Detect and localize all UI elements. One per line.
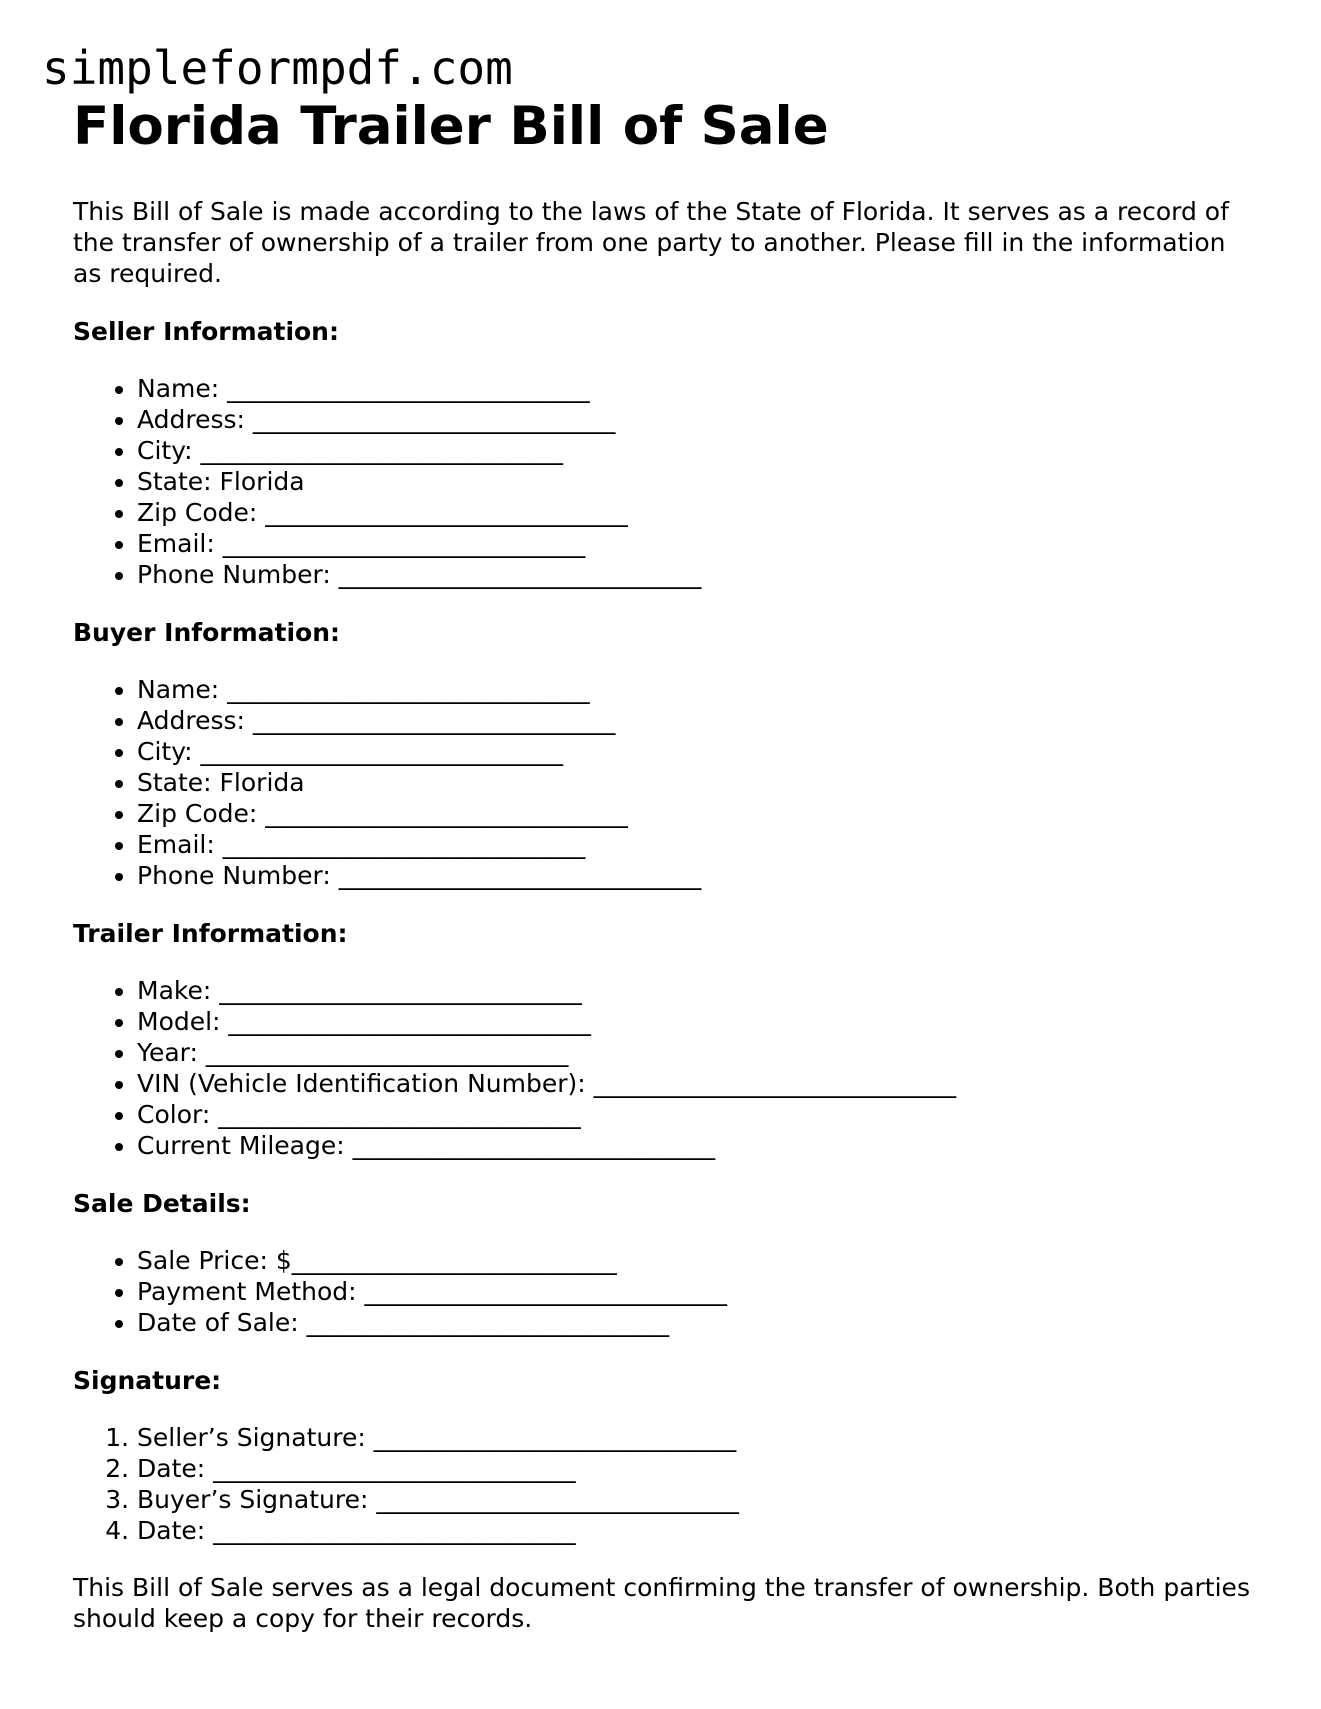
bill-of-sale-document [73,90,1253,1634]
seller-state-field: • State: Florida [137,466,1253,497]
payment-method-field[interactable]: • Payment Method: _____________________________ [137,1276,1253,1307]
seller-date-field[interactable]: 2. Date: _____________________________ [137,1453,1253,1484]
trailer-heading: Trailer Information: [73,919,348,948]
seller-city-field[interactable]: • City: _____________________________ [137,435,1253,466]
buyer-state-field: • State: Florida [137,767,1253,798]
closing-paragraph: This Bill of Sale serves as a legal document confirming the transfer of ownership. Both parties should keep a copy for their records. [73,1573,1250,1633]
sale-heading: Sale Details: [73,1189,251,1218]
intro-paragraph: This Bill of Sale is made according to the laws of the State of Florida. It serves as a record of the transfer of ownership of a trailer from one party to another. Please fill in the information as required. [73,197,1229,288]
buyer-fields [73,674,1253,891]
buyer-city-field[interactable]: • City: _____________________________ [137,736,1253,767]
site-watermark: simpleformpdf.com [42,41,513,95]
seller-fields [73,373,1253,590]
seller-signature-field[interactable]: 1. Seller’s Signature: _____________________________ [137,1422,1253,1453]
trailer-vin-field[interactable]: • VIN (Vehicle Identification Number): _____________________________ [137,1068,1253,1099]
trailer-make-field[interactable]: • Make: _____________________________ [137,975,1253,1006]
page-title: Florida Trailer Bill of Sale [73,96,829,157]
seller-address-field[interactable]: • Address: _____________________________ [137,404,1253,435]
sale-fields [73,1245,1253,1338]
buyer-phone-field[interactable]: • Phone Number: _____________________________ [137,860,1253,891]
seller-email-field[interactable]: • Email: _____________________________ [137,528,1253,559]
seller-phone-field[interactable]: • Phone Number: _____________________________ [137,559,1253,590]
trailer-fields [73,975,1253,1161]
trailer-model-field[interactable]: • Model: _____________________________ [137,1006,1253,1037]
sale-price-field[interactable]: • Sale Price: $__________________________ [137,1245,1253,1276]
buyer-heading: Buyer Information: [73,618,341,647]
buyer-date-field[interactable]: 4. Date: _____________________________ [137,1515,1253,1546]
signature-fields [73,1422,1253,1546]
buyer-zip-field[interactable]: • Zip Code: _____________________________ [137,798,1253,829]
buyer-address-field[interactable]: • Address: _____________________________ [137,705,1253,736]
buyer-name-field[interactable]: • Name: _____________________________ [137,674,1253,705]
trailer-mileage-field[interactable]: • Current Mileage: _____________________________ [137,1130,1253,1161]
seller-name-field[interactable]: • Name: _____________________________ [137,373,1253,404]
trailer-year-field[interactable]: • Year: _____________________________ [137,1037,1253,1068]
seller-zip-field[interactable]: • Zip Code: _____________________________ [137,497,1253,528]
seller-heading: Seller Information: [73,317,339,346]
buyer-signature-field[interactable]: 3. Buyer’s Signature: _____________________________ [137,1484,1253,1515]
buyer-email-field[interactable]: • Email: _____________________________ [137,829,1253,860]
signature-heading: Signature: [73,1366,222,1395]
trailer-color-field[interactable]: • Color: _____________________________ [137,1099,1253,1130]
date-of-sale-field[interactable]: • Date of Sale: _____________________________ [137,1307,1253,1338]
